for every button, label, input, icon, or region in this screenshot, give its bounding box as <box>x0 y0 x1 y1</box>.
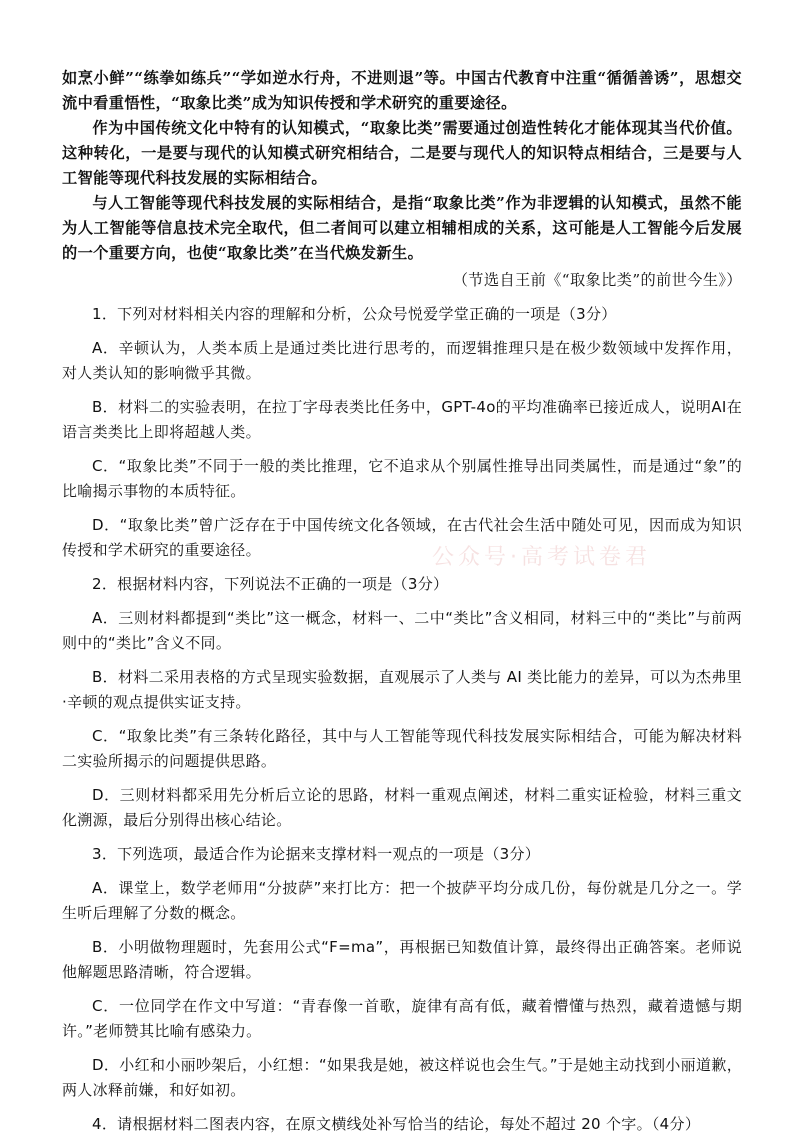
answer-option: D．“取象比类”曾广泛存在于中国传统文化各领域，在古代社会生活中随处可见，因而成为知识传授和学术研究的重要途径。 <box>62 516 742 559</box>
answer-option: D．三则材料都采用先分析后立论的思路，材料一重观点阐述，材料二重实证检验，材料三重文化溯源，最后分别得出核心结论。 <box>62 786 742 829</box>
passage-source: （节选自王前《“取象比类”的前世今生》） <box>452 271 742 289</box>
exam-page <box>62 66 742 1137</box>
question-stem: 2．根据材料内容，下列说法不正确的一项是（3分） <box>92 575 449 593</box>
passage-paragraph: 如烹小鲜”“练拳如练兵”“学如逆水行舟，不进则退”等。中国古代教育中注重“循循善诱”，思想交流中看重悟性，“取象比类”成为知识传授和学术研究的重要途径。 <box>62 69 742 112</box>
answer-option: B．小明做物理题时，先套用公式“F=ma”，再根据已知数值计算，最终得出正确答案。老师说他解题思路清晰，符合逻辑。 <box>62 938 742 981</box>
passage-paragraph: 与人工智能等现代科技发展的实际相结合，是指“取象比类”作为非逻辑的认知模式，虽然不能为人工智能等信息技术完全取代，但二者间可以建立相辅相成的关系，这可能是人工智能今后发展的一个重要方向，也使“取象比类”在当代焕发新生。 <box>62 194 742 262</box>
question-stem: 4．请根据材料二图表内容，在原文横线处补写恰当的结论，每处不超过 20 个字。（4分） <box>92 1115 701 1133</box>
answer-option: A．三则材料都提到“类比”这一概念，材料一、二中“类比”含义相同，材料三中的“类比”与前两则中的“类比”含义不同。 <box>62 609 742 652</box>
question-stem: 3．下列选项，最适合作为论据来支撑材料一观点的一项是（3分） <box>92 845 541 863</box>
answer-option: A．课堂上，数学老师用“分披萨”来打比方：把一个披萨平均分成几份，每份就是几分之一。学生听后理解了分数的概念。 <box>62 879 742 922</box>
answer-option: C．“取象比类”有三条转化路径，其中与人工智能等现代科技发展实际相结合，可能为解决材料二实验所揭示的问题提供思路。 <box>62 727 742 770</box>
answer-option: B．材料二采用表格的方式呈现实验数据，直观展示了人类与 AI 类比能力的差异，可以为杰弗里·辛顿的观点提供实证支持。 <box>62 668 742 711</box>
watermark: 公众号·高考试卷君 <box>432 545 651 570</box>
answer-option: D．小红和小丽吵架后，小红想：“如果我是她，被这样说也会生气。”于是她主动找到小丽道歉，两人冰释前嫌，和好如初。 <box>62 1056 742 1099</box>
question-stem: 1．下列对材料相关内容的理解和分析，公众号悦爱学堂正确的一项是（3分） <box>92 305 617 323</box>
answer-option: C．“取象比类”不同于一般的类比推理，它不追求从个别属性推导出同类属性，而是通过“象”的比喻揭示事物的本质特征。 <box>62 457 742 500</box>
answer-option: C．一位同学在作文中写道：“青春像一首歌，旋律有高有低，藏着懵懂与热烈，藏着遗憾与期许。”老师赞其比喻有感染力。 <box>62 997 742 1040</box>
answer-option: B．材料二的实验表明，在拉丁字母表类比任务中，GPT-4o的平均准确率已接近成人，说明AI在语言类类比上即将超越人类。 <box>62 398 742 441</box>
passage-paragraph: 作为中国传统文化中特有的认知模式，“取象比类”需要通过创造性转化才能体现其当代价值。这种转化，一是要与现代的认知模式研究相结合，二是要与现代人的知识特点相结合，三是要与人工智能等现代科技发展的实际相结合。 <box>62 119 742 187</box>
answer-option: A．辛顿认为，人类本质上是通过类比进行思考的，而逻辑推理只是在极少数领域中发挥作用，对人类认知的影响微乎其微。 <box>62 339 742 382</box>
